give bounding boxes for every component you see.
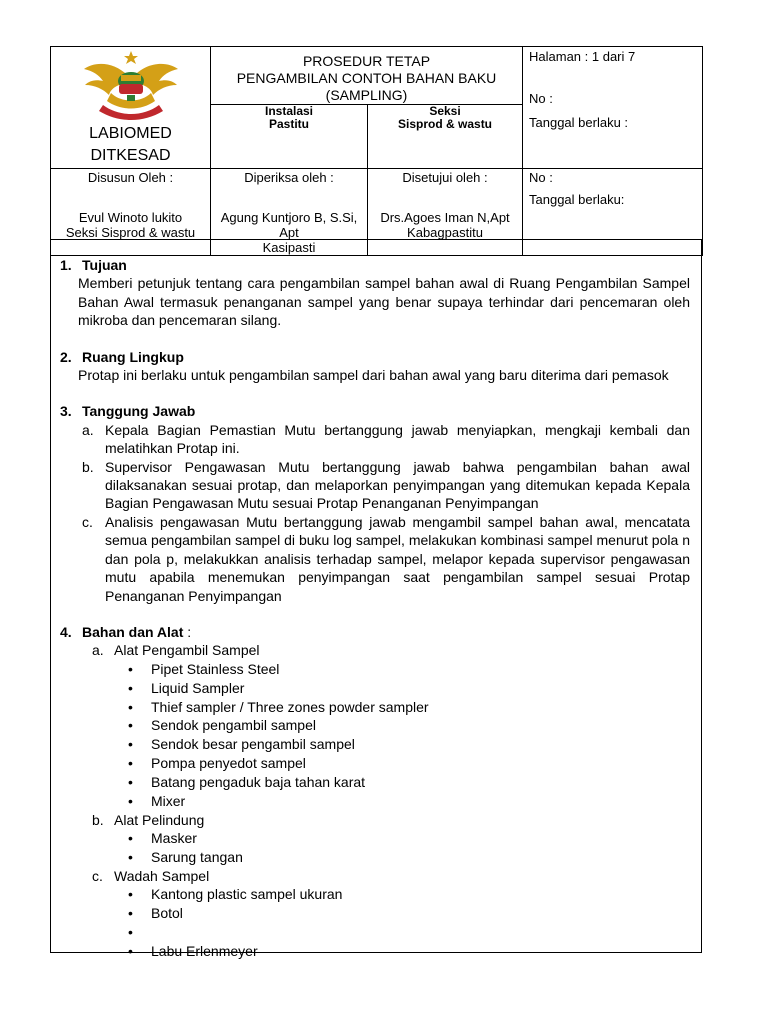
checked-by-role: Kasipasti <box>262 240 316 255</box>
page-info-cell <box>523 47 703 169</box>
bullet-list <box>128 829 690 867</box>
logo-cell <box>51 47 211 169</box>
section-heading: 2. Ruang Lingkup <box>60 348 184 365</box>
document-body <box>60 256 690 979</box>
list-item: • Sendok besar pengambil sampel <box>128 735 690 754</box>
list-item: • Pompa penyedot sampel <box>128 754 690 773</box>
seksi-cell <box>368 105 523 169</box>
section-text: Protap ini berlaku untuk pengambilan sampel dari bahan awal yang baru diterima dari pemasok <box>78 367 669 384</box>
list-item: • Sendok pengambil sampel <box>128 716 690 735</box>
list-item: a. Kepala Bagian Pemastian Mutu bertanggung jawab menyiapkan, mengkaji kembali dan melatihkan Protap ini. <box>82 421 690 457</box>
seksi-label: Seksi <box>429 104 461 118</box>
list-item: • Thief sampler / Three zones powder sampler <box>128 698 690 717</box>
title-line-3: (SAMPLING) <box>325 87 408 103</box>
section-text: Memberi petunjuk tentang cara pengambilan sampel bahan awal di Ruang Pengambilan Sampel Bahan Awal termasuk penanganan sampel yang benar supaya terhindar dari pencemaran oleh mikroba dan pencemaran silang. <box>78 275 690 329</box>
bullet-list <box>128 885 690 961</box>
seksi-value: Sisprod & wastu <box>398 117 493 131</box>
section-heading: 1. Tujuan <box>60 257 127 273</box>
emblem-icon <box>81 49 181 121</box>
prepared-by-role: Seksi Sisprod & wastu <box>65 225 196 240</box>
list-item: • Pipet Stainless Steel <box>128 660 690 679</box>
document-header-table <box>50 46 703 256</box>
section-tujuan <box>60 256 690 330</box>
prepared-by-label: Disusun Oleh : <box>87 170 174 185</box>
list-item <box>128 923 690 942</box>
section-heading: 4. Bahan dan Alat : <box>60 623 192 640</box>
list-item: • Botol <box>128 904 690 923</box>
approved-by-role: Kabagpastitu <box>407 225 483 240</box>
effective-date: Tanggal berlaku : <box>529 115 629 130</box>
section-ruang-lingkup <box>60 348 690 385</box>
instalasi-value: Pastitu <box>268 117 309 131</box>
page-number: Halaman : 1 dari 7 <box>529 49 636 64</box>
prepared-by-name: Evul Winoto lukito <box>78 210 183 225</box>
list-item: • Labu Erlenmeyer <box>128 942 690 961</box>
title-line-1: PROSEDUR TETAP <box>302 53 431 69</box>
org-name-line2: DITKESAD <box>90 147 171 164</box>
sublist-alat-pengambil: a. Alat Pengambil Sampel <box>92 642 260 659</box>
approval-number: No : <box>529 170 553 185</box>
list-item: • Kantong plastic sampel ukuran <box>128 885 690 904</box>
list-item: c. Analisis pengawasan Mutu bertanggung jawab mengambil sampel bahan awal, mencatata semua pengambilan sampel di buku log sampel, melakukan kombinasi sampel menurut pola n dan pola p, melakukkan analisis terhadap sampel, melapor kepada supervisor pengawasan mutu apabila menemukan penyimpangan saat pengambilan sampel sesuai Protap Penanganan Penyimpangan <box>82 513 690 604</box>
section-tanggung-jawab <box>60 402 690 604</box>
list-item: • Batang pengaduk baja tahan karat <box>128 773 690 792</box>
list-item: • Sarung tangan <box>128 848 690 867</box>
list-item: • Mixer <box>128 792 690 811</box>
doc-number: No : <box>529 91 553 106</box>
instalasi-label: Instalasi <box>264 104 314 118</box>
list-item: b. Supervisor Pengawasan Mutu bertanggung jawab bahwa pengambilan bahan awal dilaksanakan sesuai protap, dan melaporkan penyimpangan yang ditemukan kepada Kepala Bagian Pengawasan Mutu sesuai Protap Penanganan Penyimpangan <box>82 458 690 512</box>
document-title-cell <box>211 47 523 105</box>
approved-by-name: Drs.Agoes Iman N,Apt <box>380 210 510 225</box>
sublist-wadah-sampel: c. Wadah Sampel <box>92 868 210 885</box>
section-bahan-alat <box>60 623 690 961</box>
bullet-list <box>128 660 690 811</box>
approved-by-label: Disetujui oleh : <box>402 170 488 185</box>
list-item: • Masker <box>128 829 690 848</box>
list-item: • Liquid Sampler <box>128 679 690 698</box>
checked-by-label: Diperiksa oleh : <box>244 170 334 185</box>
approval-date: Tanggal berlaku: <box>529 192 625 207</box>
title-line-2: PENGAMBILAN CONTOH BAHAN BAKU <box>236 70 497 86</box>
responsibility-list <box>78 421 690 605</box>
checked-by-name: Agung Kuntjoro B, S.Si, Apt <box>220 210 358 240</box>
sublist-alat-pelindung: b. Alat Pelindung <box>92 811 205 828</box>
section-heading: 3. Tanggung Jawab <box>60 403 196 420</box>
org-name-line1: LABIOMED <box>89 125 172 142</box>
instalasi-cell <box>211 105 368 169</box>
